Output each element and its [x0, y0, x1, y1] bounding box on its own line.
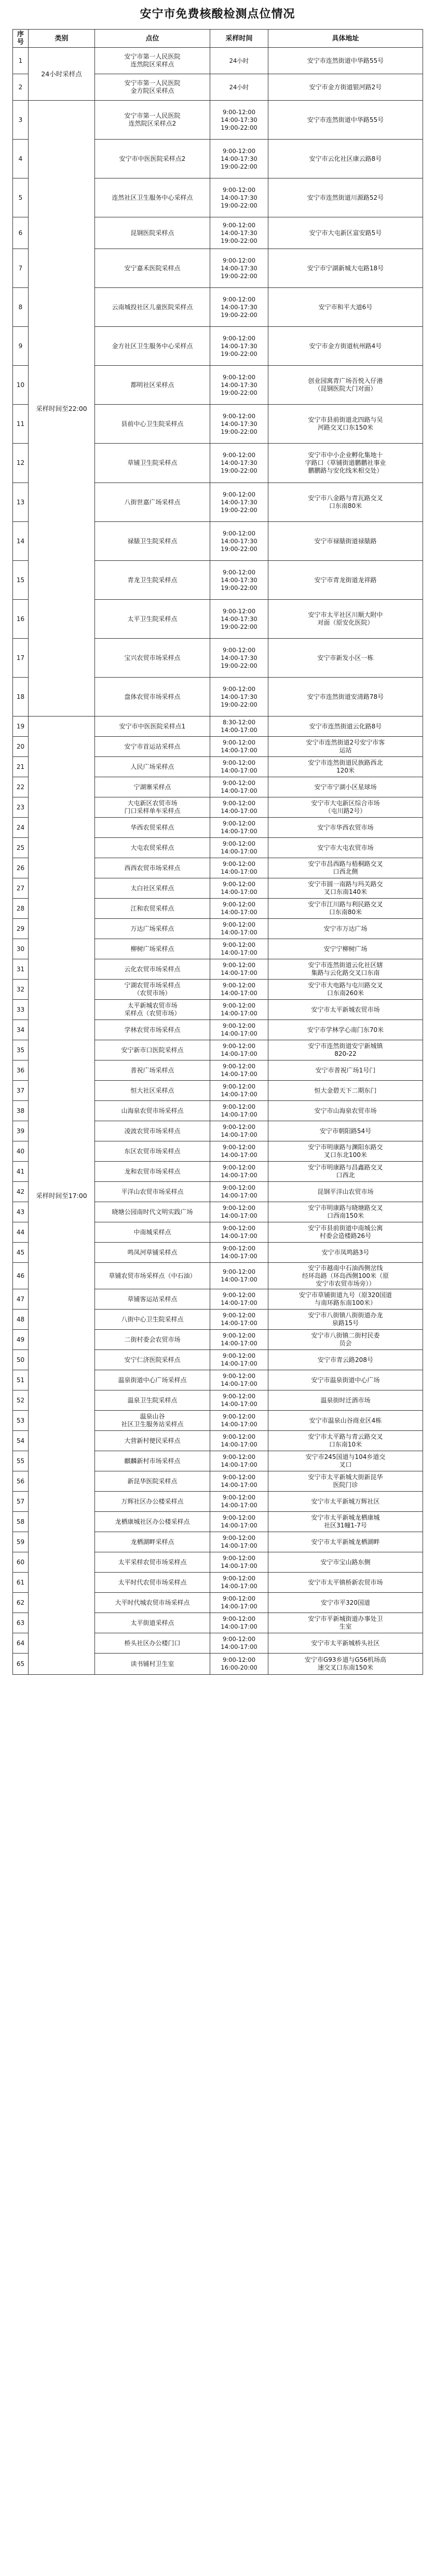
address-cell: 创业园寓青广场吾悦入仔港 （昆钢医院大门对面）	[268, 366, 423, 405]
address-cell: 安宁市宝山路东侧	[268, 1552, 423, 1573]
point-cell: 安宁市第一人民医院 连然院区采样点2	[95, 101, 210, 140]
time-cell: 9:00-12:00 14:00-17:00	[210, 899, 268, 919]
row-number: 1	[13, 48, 29, 74]
address-cell: 安宁市青云路208号	[268, 1350, 423, 1370]
point-cell: 万达广场采样点	[95, 919, 210, 939]
address-cell: 安宁市大电路与屯川路交叉 口东南260米	[268, 980, 423, 1000]
point-cell: 东区农贸市场采样点	[95, 1141, 210, 1162]
point-cell: 八街世嘉广场采样点	[95, 483, 210, 522]
time-cell: 9:00-12:00 14:00-17:30 19:00-22:00	[210, 178, 268, 217]
address-cell: 安宁市山海泉农贸市场	[268, 1101, 423, 1121]
point-cell: 人民广场采样点	[95, 757, 210, 777]
time-cell: 9:00-12:00 14:00-17:30 19:00-22:00	[210, 288, 268, 327]
row-number: 43	[13, 1202, 29, 1222]
point-cell: 安宁嘉禾医院采样点	[95, 249, 210, 288]
point-cell: 柳树广场采样点	[95, 939, 210, 959]
time-cell: 9:00-12:00 14:00-17:30 19:00-22:00	[210, 140, 268, 178]
time-cell: 9:00-12:00 14:00-17:30 19:00-22:00	[210, 522, 268, 561]
address-cell: 安宁市凤鸣路3号	[268, 1243, 423, 1263]
row-number: 61	[13, 1573, 29, 1593]
time-cell: 9:00-12:00 14:00-17:00	[210, 919, 268, 939]
table-header-row	[13, 30, 423, 48]
header-point: 点位	[95, 30, 210, 48]
address-cell: 安宁市温泉山谷商业区4栋	[268, 1411, 423, 1431]
time-cell: 9:00-12:00 14:00-17:00	[210, 818, 268, 838]
point-cell: 八街中心卫生院采样点	[95, 1310, 210, 1330]
point-cell: 草铺农贸市场采样点（中石油）	[95, 1263, 210, 1289]
point-cell: 读书铺村卫生室	[95, 1654, 210, 1675]
address-cell: 安宁市江川路与利民路交叉 口东南80米	[268, 899, 423, 919]
time-cell: 9:00-12:00 14:00-17:00	[210, 1060, 268, 1081]
time-cell: 24小时	[210, 74, 268, 101]
point-cell: 宁湖农贸市场采样点 （农贸市场）	[95, 980, 210, 1000]
point-cell: 温泉街道中心广场采样点	[95, 1370, 210, 1390]
time-cell: 9:00-12:00 14:00-17:00	[210, 1222, 268, 1243]
address-cell: 安宁市大屯新区富安路5号	[268, 217, 423, 249]
time-cell: 9:00-12:00 14:00-17:00	[210, 1350, 268, 1370]
row-number: 44	[13, 1222, 29, 1243]
address-cell: 安宁市云化社区康云路8号	[268, 140, 423, 178]
point-cell: 晓塘公园南时代文明实践广场	[95, 1202, 210, 1222]
address-cell: 恒大金碧天下二期东门	[268, 1081, 423, 1101]
time-cell: 9:00-12:00 14:00-17:00	[210, 1431, 268, 1451]
header-number: 序号	[13, 30, 29, 48]
time-cell: 9:00-12:00 14:00-17:30 19:00-22:00	[210, 366, 268, 405]
row-number: 24	[13, 818, 29, 838]
time-cell: 9:00-12:00 14:00-17:30 19:00-22:00	[210, 101, 268, 140]
time-cell: 9:00-12:00 14:00-17:30 19:00-22:00	[210, 444, 268, 483]
point-cell: 太平街道采样点	[95, 1613, 210, 1633]
row-number: 54	[13, 1431, 29, 1451]
point-cell: 大屯新区农贸市场 门口采样单车采样点	[95, 797, 210, 818]
address-cell: 安宁市太平镇桥新农贸市场	[268, 1573, 423, 1593]
row-number: 30	[13, 939, 29, 959]
address-cell: 安宁市大屯新区综合市场 （屯川路2号）	[268, 797, 423, 818]
address-cell: 安宁市八金路与青瓦路交叉 口东南80米	[268, 483, 423, 522]
time-cell: 9:00-12:00 14:00-17:30 19:00-22:00	[210, 217, 268, 249]
time-cell: 9:00-12:00 14:00-17:30 19:00-22:00	[210, 678, 268, 717]
point-cell: 大屯农贸采样点	[95, 838, 210, 858]
time-cell: 9:00-12:00 14:00-17:00	[210, 1263, 268, 1289]
time-cell: 9:00-12:00 14:00-17:30 19:00-22:00	[210, 327, 268, 366]
time-cell: 9:00-12:00 14:00-17:00	[210, 1000, 268, 1020]
time-cell: 9:00-12:00 14:00-17:00	[210, 757, 268, 777]
time-cell: 9:00-12:00 14:00-17:00	[210, 1633, 268, 1654]
point-cell: 连然社区卫生服务中心采样点	[95, 178, 210, 217]
time-cell: 9:00-12:00 14:00-17:00	[210, 777, 268, 797]
address-cell: 安宁市昌西路与梧桐路交叉 口西北侧	[268, 858, 423, 878]
point-cell: 温泉山谷 社区卫生服务站采样点	[95, 1411, 210, 1431]
point-cell: 太平时代农贸市场采样点	[95, 1573, 210, 1593]
point-cell: 都明社区采样点	[95, 366, 210, 405]
point-cell: 万辉社区办公楼采样点	[95, 1492, 210, 1512]
address-cell: 安宁市太平社区川顺大附中 对面（原安化医院）	[268, 600, 423, 639]
address-cell: 安宁市G93乡道与G56机场高 速交叉口东南150米	[268, 1654, 423, 1675]
address-cell: 安宁市金方街道银河路2号	[268, 74, 423, 101]
row-number: 55	[13, 1451, 29, 1471]
address-cell: 安宁市新发小区一栋	[268, 639, 423, 678]
address-cell: 昆钢平洋山农贸市场	[268, 1182, 423, 1202]
row-number: 65	[13, 1654, 29, 1675]
address-cell: 安宁市连然街道中华路55号	[268, 48, 423, 74]
address-cell: 安宁市太平新城大街新昆华 医院门诊	[268, 1471, 423, 1492]
row-number: 9	[13, 327, 29, 366]
address-cell: 安宁市宁湖新城大屯路18号	[268, 249, 423, 288]
row-number: 42	[13, 1182, 29, 1202]
row-number: 27	[13, 878, 29, 899]
address-cell: 安宁市金方街道杭州路4号	[268, 327, 423, 366]
time-cell: 9:00-12:00 14:00-17:00	[210, 1512, 268, 1532]
row-number: 58	[13, 1512, 29, 1532]
time-cell: 9:00-12:00 14:00-17:30 19:00-22:00	[210, 639, 268, 678]
row-number: 25	[13, 838, 29, 858]
point-cell: 宝兴农贸市场采样点	[95, 639, 210, 678]
time-cell: 9:00-12:00 14:00-17:30 19:00-22:00	[210, 405, 268, 444]
point-cell: 中南城采样点	[95, 1222, 210, 1243]
address-cell: 安宁市明康路与昌鑫路交叉 口西北	[268, 1162, 423, 1182]
point-cell: 新昆华医院采样点	[95, 1471, 210, 1492]
point-cell: 县前中心卫生院采样点	[95, 405, 210, 444]
point-cell: 桥头社区办公楼门口	[95, 1633, 210, 1654]
row-number: 50	[13, 1350, 29, 1370]
row-number: 16	[13, 600, 29, 639]
time-cell: 9:00-12:00 14:00-17:00	[210, 838, 268, 858]
time-cell: 9:00-12:00 14:00-17:00	[210, 959, 268, 980]
address-cell: 安宁市连然街道中华路55号	[268, 101, 423, 140]
address-cell: 安宁市中小企业孵化集地十 字路口（草铺街道鹏鹏社事业 鹏鹏路与安化线米相交处）	[268, 444, 423, 483]
row-number: 18	[13, 678, 29, 717]
time-cell: 9:00-12:00 14:00-17:00	[210, 1040, 268, 1060]
time-cell: 9:00-12:00 14:00-17:00	[210, 1081, 268, 1101]
address-cell: 安宁市明康路与渊阳东路交 叉口东北100米	[268, 1141, 423, 1162]
point-cell: 昆钢医院采样点	[95, 217, 210, 249]
address-cell: 安宁市学林学心南门东70米	[268, 1020, 423, 1040]
time-cell: 9:00-12:00 14:00-17:30 19:00-22:00	[210, 561, 268, 600]
row-number: 4	[13, 140, 29, 178]
point-cell: 云南城投社区儿童医院采样点	[95, 288, 210, 327]
row-number: 48	[13, 1310, 29, 1330]
point-cell: 草铺卫生院采样点	[95, 444, 210, 483]
address-cell: 安宁市八街镇八街街道办龙 泉路15号	[268, 1310, 423, 1330]
address-cell: 安宁市朝阳路54号	[268, 1121, 423, 1141]
row-number: 60	[13, 1552, 29, 1573]
time-cell: 9:00-12:00 14:00-17:00	[210, 939, 268, 959]
row-number: 53	[13, 1411, 29, 1431]
point-cell: 安宁市第一人民医院 金方院区采样点	[95, 74, 210, 101]
time-cell: 9:00-12:00 14:00-17:00	[210, 1330, 268, 1350]
row-number: 21	[13, 757, 29, 777]
time-cell: 9:00-12:00 14:00-17:00	[210, 1411, 268, 1431]
address-cell: 安宁市宁湖小区星球场	[268, 777, 423, 797]
point-cell: 太平采样农贸市场采样点	[95, 1552, 210, 1573]
row-number: 12	[13, 444, 29, 483]
time-cell: 9:00-12:00 14:00-17:00	[210, 858, 268, 878]
address-cell: 安宁市县前街道中南城公寓 村委会造楼路26号	[268, 1222, 423, 1243]
address-cell: 安宁市太平新城龙栖康城 社区31幢1-7号	[268, 1512, 423, 1532]
time-cell: 9:00-12:00 14:00-17:00	[210, 1162, 268, 1182]
point-cell: 安宁仁济医院采样点	[95, 1350, 210, 1370]
time-cell: 9:00-12:00 14:00-17:00	[210, 1390, 268, 1411]
table-body	[13, 48, 423, 1675]
row-number: 19	[13, 717, 29, 737]
address-cell: 安宁市和平大道6号	[268, 288, 423, 327]
point-cell: 龙和农贸市场采样点	[95, 1162, 210, 1182]
point-cell: 鸣凤河草铺采样点	[95, 1243, 210, 1263]
table-row	[13, 101, 423, 140]
row-number: 17	[13, 639, 29, 678]
point-cell: 麒麟新村市场采样点	[95, 1451, 210, 1471]
time-cell: 9:00-12:00 14:00-17:00	[210, 980, 268, 1000]
row-number: 3	[13, 101, 29, 140]
row-number: 63	[13, 1613, 29, 1633]
row-number: 64	[13, 1633, 29, 1654]
point-cell: 学林农贸市场采样点	[95, 1020, 210, 1040]
time-cell: 9:00-12:00 14:00-17:00	[210, 1243, 268, 1263]
address-cell: 安宁市禄脿街道禄脿路	[268, 522, 423, 561]
address-cell: 安宁市普祝广场1号门	[268, 1060, 423, 1081]
row-number: 59	[13, 1532, 29, 1552]
row-number: 31	[13, 959, 29, 980]
row-number: 5	[13, 178, 29, 217]
time-cell: 9:00-12:00 14:00-17:00	[210, 1471, 268, 1492]
row-number: 32	[13, 980, 29, 1000]
category-cell: 24小时采样点	[29, 48, 95, 101]
address-cell: 温泉街时迁酒市场	[268, 1390, 423, 1411]
point-cell: 安宁新市口医院采样点	[95, 1040, 210, 1060]
address-cell: 安宁市圆一南路与玛关路交 叉口东南140米	[268, 878, 423, 899]
row-number: 29	[13, 919, 29, 939]
point-cell: 太平新城农贸市场 采样点（农贸市场）	[95, 1000, 210, 1020]
point-cell: 宁湖寨采样点	[95, 777, 210, 797]
row-number: 28	[13, 899, 29, 919]
point-cell: 太平卫生院采样点	[95, 600, 210, 639]
point-cell: 凌波农贸市场采样点	[95, 1121, 210, 1141]
time-cell: 9:00-12:00 14:00-17:00	[210, 1451, 268, 1471]
point-cell: 普祝广场采样点	[95, 1060, 210, 1081]
address-cell: 安宁市245国道与104乡道交 叉口	[268, 1451, 423, 1471]
header-address: 具体地址	[268, 30, 423, 48]
page-title: 安宁市免费核酸检测点位情况	[140, 8, 295, 21]
point-cell: 二街村委会农贸市场	[95, 1330, 210, 1350]
point-cell: 西西农贸市场采样点	[95, 858, 210, 878]
time-cell: 8:30-12:00 14:00-17:00	[210, 717, 268, 737]
row-number: 46	[13, 1263, 29, 1289]
row-number: 51	[13, 1370, 29, 1390]
address-cell: 安宁市太平新城桥头社区	[268, 1633, 423, 1654]
header-time: 采样时间	[210, 30, 268, 48]
row-number: 47	[13, 1289, 29, 1310]
table-row	[13, 48, 423, 74]
point-cell: 恒大社区采样点	[95, 1081, 210, 1101]
row-number: 2	[13, 74, 29, 101]
row-number: 7	[13, 249, 29, 288]
address-cell: 安宁市平新城街道办事处卫 生室	[268, 1613, 423, 1633]
point-cell: 太白社区采样点	[95, 878, 210, 899]
time-cell: 9:00-12:00 14:00-17:00	[210, 1121, 268, 1141]
time-cell: 9:00-12:00 14:00-17:00	[210, 1101, 268, 1121]
address-cell: 安宁市县前街道北四路与吴 河路交叉口东150米	[268, 405, 423, 444]
point-cell: 盘体农贸市场采样点	[95, 678, 210, 717]
point-cell: 温泉卫生院采样点	[95, 1390, 210, 1411]
address-cell: 安宁市太平新城农贸市场	[268, 1000, 423, 1020]
point-cell: 龙栖康城社区办公楼采样点	[95, 1512, 210, 1532]
address-cell: 安宁市平320国道	[268, 1593, 423, 1613]
row-number: 40	[13, 1141, 29, 1162]
row-number: 8	[13, 288, 29, 327]
time-cell: 9:00-12:00 14:00-17:00	[210, 878, 268, 899]
address-cell: 安宁市连然街道川源路52号	[268, 178, 423, 217]
row-number: 11	[13, 405, 29, 444]
time-cell: 9:00-12:00 14:00-17:30 19:00-22:00	[210, 600, 268, 639]
point-cell: 华西农贸采样点	[95, 818, 210, 838]
row-number: 52	[13, 1390, 29, 1411]
point-cell: 山海泉农贸市场采样点	[95, 1101, 210, 1121]
row-number: 15	[13, 561, 29, 600]
address-cell: 安宁市万达广场	[268, 919, 423, 939]
address-cell: 安宁宁柳树广场	[268, 939, 423, 959]
row-number: 36	[13, 1060, 29, 1081]
point-cell: 云化农贸市场采样点	[95, 959, 210, 980]
address-cell: 安宁市太平路与青云路交叉 口东南10米	[268, 1431, 423, 1451]
row-number: 33	[13, 1000, 29, 1020]
point-cell: 禄脿卫生院采样点	[95, 522, 210, 561]
row-number: 22	[13, 777, 29, 797]
time-cell: 9:00-12:00 16:00-20:00	[210, 1654, 268, 1675]
row-number: 35	[13, 1040, 29, 1060]
time-cell: 9:00-12:00 14:00-17:00	[210, 1202, 268, 1222]
row-number: 62	[13, 1593, 29, 1613]
time-cell: 9:00-12:00 14:00-17:00	[210, 1020, 268, 1040]
row-number: 56	[13, 1471, 29, 1492]
row-number: 39	[13, 1121, 29, 1141]
address-cell: 安宁市太平新城龙栖湖畔	[268, 1532, 423, 1552]
row-number: 45	[13, 1243, 29, 1263]
row-number: 34	[13, 1020, 29, 1040]
row-number: 10	[13, 366, 29, 405]
point-cell: 江和农贸采样点	[95, 899, 210, 919]
address-cell: 安宁市青龙街道龙祥路	[268, 561, 423, 600]
point-cell: 金方社区卫生服务中心采样点	[95, 327, 210, 366]
time-cell: 9:00-12:00 14:00-17:00	[210, 1141, 268, 1162]
address-cell: 安宁市大屯农贸市场	[268, 838, 423, 858]
row-number: 13	[13, 483, 29, 522]
header-category: 类别	[29, 30, 95, 48]
time-cell: 9:00-12:00 14:00-17:00	[210, 1552, 268, 1573]
time-cell: 9:00-12:00 14:00-17:00	[210, 1532, 268, 1552]
time-cell: 9:00-12:00 14:00-17:00	[210, 1613, 268, 1633]
point-cell: 青龙卫生院采样点	[95, 561, 210, 600]
time-cell: 9:00-12:00 14:00-17:30 19:00-22:00	[210, 249, 268, 288]
address-cell: 安宁市连然街道云化社区辖 集路与云化路交叉口东南	[268, 959, 423, 980]
time-cell: 9:00-12:00 14:00-17:00	[210, 1573, 268, 1593]
row-number: 38	[13, 1101, 29, 1121]
row-number: 23	[13, 797, 29, 818]
address-cell: 安宁市连然街道2号安宁市客 运站	[268, 737, 423, 757]
point-cell: 龙栖湖畔采样点	[95, 1532, 210, 1552]
address-cell: 安宁市温泉街道中心广场	[268, 1370, 423, 1390]
category-cell: 采样时间至17:00	[29, 717, 95, 1675]
row-number: 14	[13, 522, 29, 561]
address-cell: 安宁市太平新城万辉社区	[268, 1492, 423, 1512]
row-number: 26	[13, 858, 29, 878]
time-cell: 9:00-12:00 14:00-17:00	[210, 1182, 268, 1202]
address-cell: 安宁市连然街道民族路西北 120米	[268, 757, 423, 777]
address-cell: 安宁市连然街道云化路8号	[268, 717, 423, 737]
point-cell: 大营新村便民采样点	[95, 1431, 210, 1451]
row-number: 20	[13, 737, 29, 757]
address-cell: 安宁市连然街道安宁新城镇 820-22	[268, 1040, 423, 1060]
time-cell: 9:00-12:00 14:00-17:00	[210, 1492, 268, 1512]
time-cell: 9:00-12:00 14:00-17:00	[210, 737, 268, 757]
address-cell: 安宁市明康路与晓塘路交叉 口西南150米	[268, 1202, 423, 1222]
point-cell: 安宁市中医医院采样点2	[95, 140, 210, 178]
time-cell: 9:00-12:00 14:00-17:00	[210, 1593, 268, 1613]
point-cell: 安宁市首运站采样点	[95, 737, 210, 757]
point-cell: 大平时代城农贸市场采样点	[95, 1593, 210, 1613]
address-cell: 安宁市越南中石油西侧岔线 经环岛路（环岛西侧100米（原 安宁市农贸市场旁））	[268, 1263, 423, 1289]
time-cell: 9:00-12:00 14:00-17:00	[210, 797, 268, 818]
point-cell: 草铺客运站采样点	[95, 1289, 210, 1310]
time-cell: 9:00-12:00 14:00-17:00	[210, 1310, 268, 1330]
time-cell: 9:00-12:00 14:00-17:30 19:00-22:00	[210, 483, 268, 522]
time-cell: 24小时	[210, 48, 268, 74]
row-number: 57	[13, 1492, 29, 1512]
row-number: 37	[13, 1081, 29, 1101]
row-number: 41	[13, 1162, 29, 1182]
category-cell: 采样时间至22:00	[29, 101, 95, 717]
address-cell: 安宁市草铺街道九号（原320国道 与南环路东南100米）	[268, 1289, 423, 1310]
testing-sites-table	[12, 29, 423, 1675]
address-cell: 安宁市华西农贸市场	[268, 818, 423, 838]
address-cell: 安宁市连然街道安清路78号	[268, 678, 423, 717]
address-cell: 安宁市八街镇二街村民委 员会	[268, 1330, 423, 1350]
point-cell: 安宁市第一人民医院 连然院区采样点	[95, 48, 210, 74]
time-cell: 9:00-12:00 14:00-17:00	[210, 1289, 268, 1310]
point-cell: 平洋山农贸市场采样点	[95, 1182, 210, 1202]
time-cell: 9:00-12:00 14:00-17:00	[210, 1370, 268, 1390]
table-row	[13, 717, 423, 737]
row-number: 6	[13, 217, 29, 249]
point-cell: 安宁市中医医院采样点1	[95, 717, 210, 737]
row-number: 49	[13, 1330, 29, 1350]
